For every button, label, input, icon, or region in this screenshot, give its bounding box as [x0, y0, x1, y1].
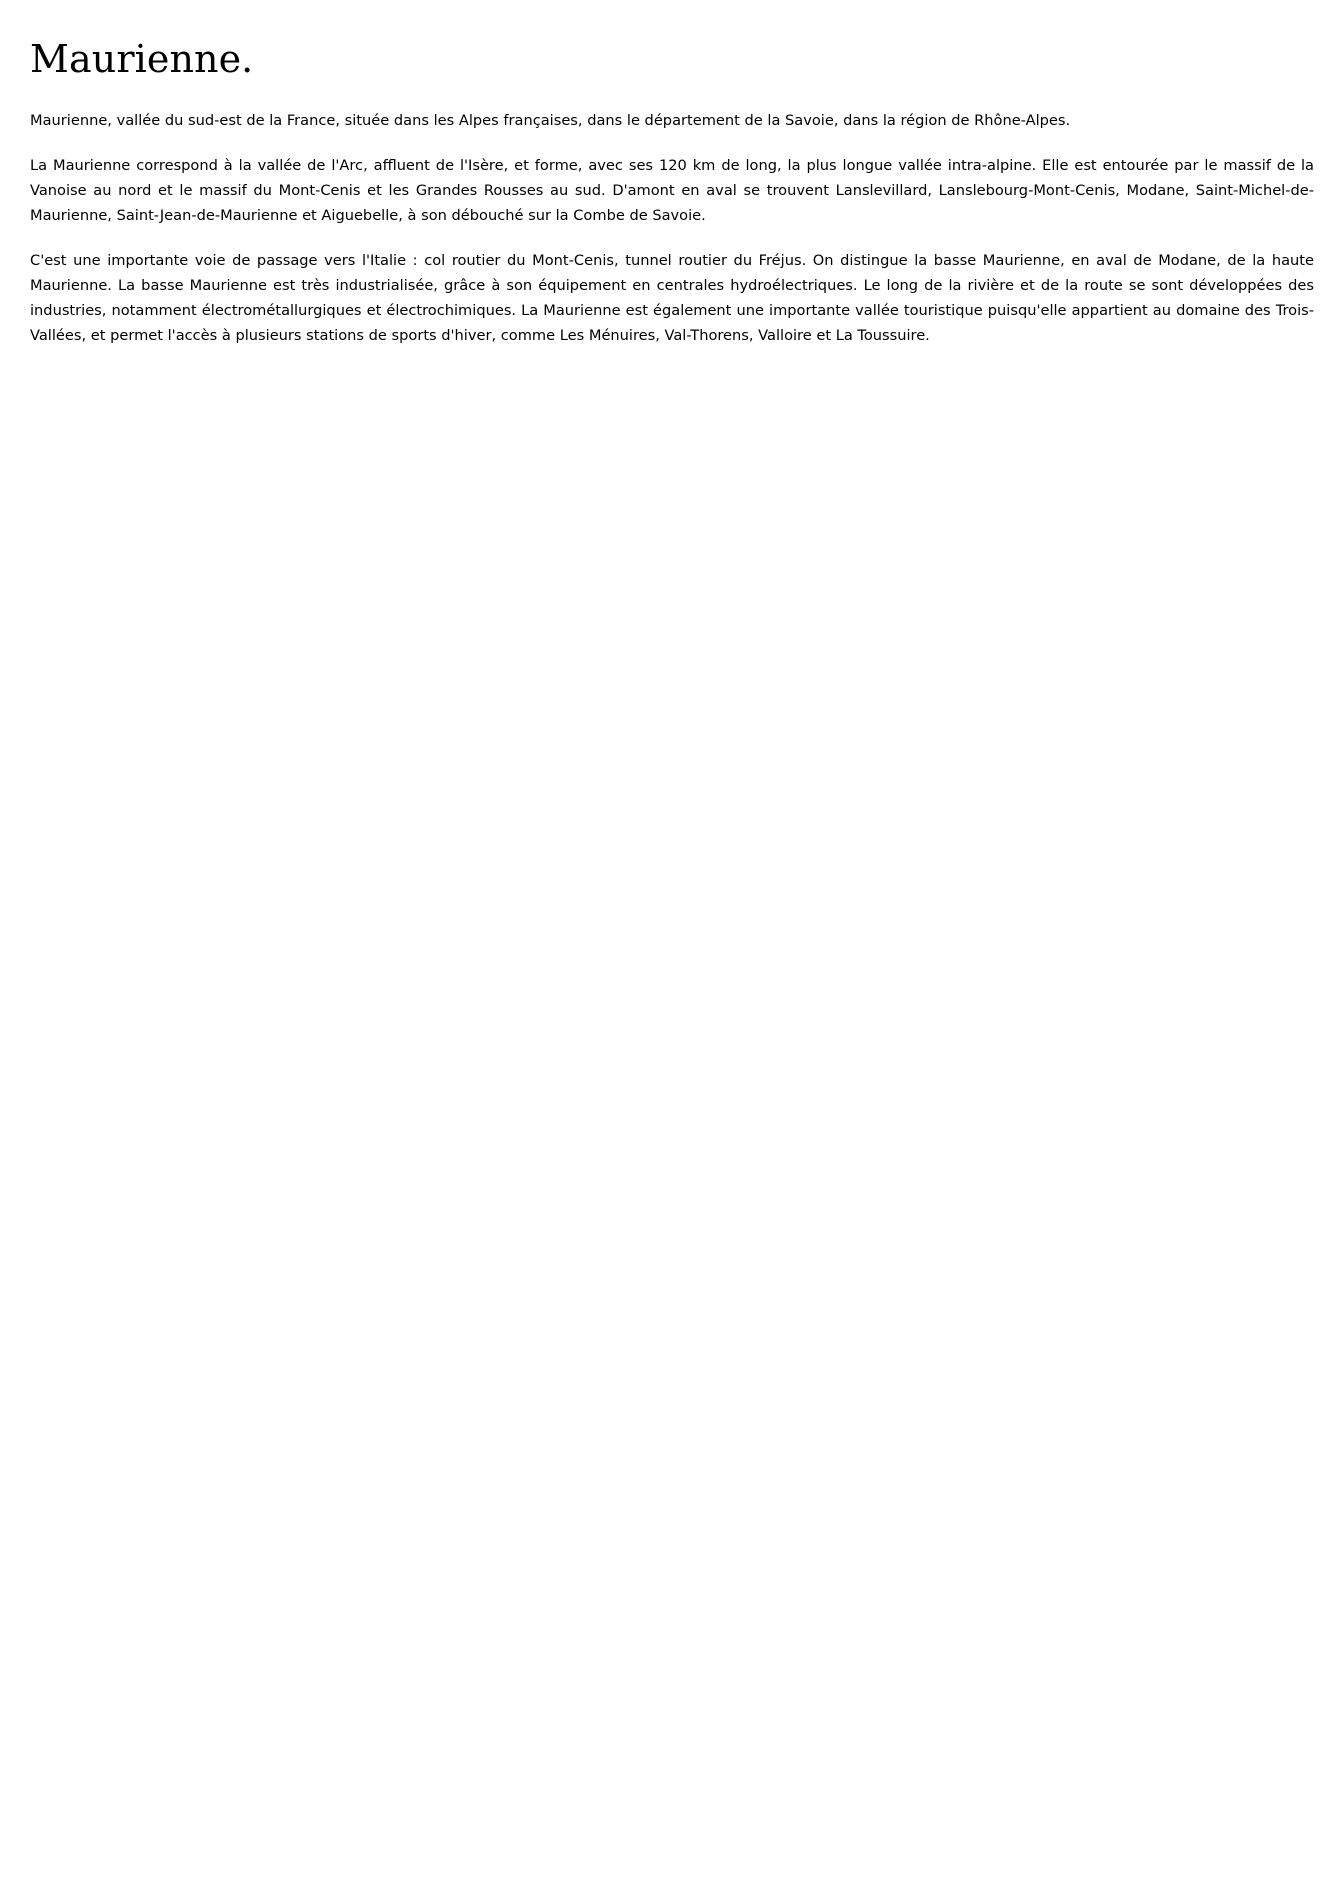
paragraph-intro: Maurienne, vallée du sud-est de la France, située dans les Alpes françaises, dans le département de la Savoie, dans la région de Rhône-Alpes. — [30, 111, 1071, 129]
paragraph-geography: La Maurienne correspond à la vallée de l'Arc, affluent de l'Isère, et forme, avec ses 120 km de long, la plus longue vallée intra-alpine. Elle est entourée par le massif de la Vanoise au nord et le massif du Mont-Cenis et les Grandes Rousses au sud. D'amont en aval se trouvent Lanslevillard, Lanslebourg-Mont-Cenis, Modane, Saint-Michel-de-Maurienne, Saint-Jean-de-Maurienne et Aiguebelle, à son débouché sur la Combe de Savoie. — [30, 156, 1314, 224]
page-title: Maurienne. — [30, 37, 254, 81]
paragraph-economy: C'est une importante voie de passage vers l'Italie : col routier du Mont-Cenis, tunnel routier du Fréjus. On distingue la basse Maurienne, en aval de Modane, de la haute Maurienne. La basse Maurienne est très industrialisée, grâce à son équipement en centrales hydroélectriques. Le long de la rivière et de la route se sont développées des industries, notamment électrométallurgiques et électrochimiques. La Maurienne est également une importante vallée touristique puisqu'elle appartient au domaine des Trois-Vallées, et permet l'accès à plusieurs stations de sports d'hiver, comme Les Ménuires, Val-Thorens, Valloire et La Toussuire. — [30, 252, 1314, 345]
